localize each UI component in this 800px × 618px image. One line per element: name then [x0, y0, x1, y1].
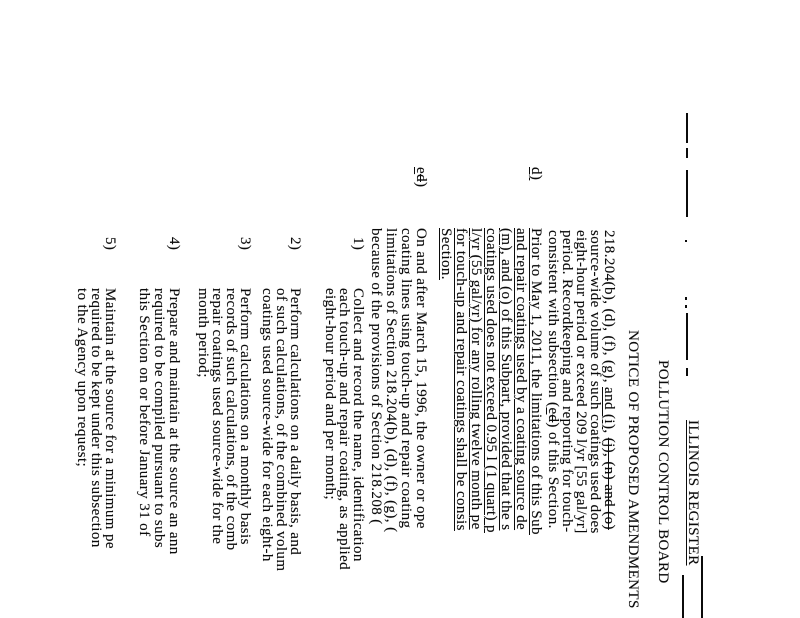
text-line [102, 237, 117, 250]
text-segment: POLLUTION CONTROL BOARD [655, 360, 671, 584]
text-segment: because of the provisions of Section 218.208 ( [368, 228, 384, 525]
text-line [151, 288, 166, 548]
text-segment: of such calculations, of the combined volum [273, 288, 289, 572]
inserted-text: for touch-up and repair coatings shall be consis [453, 228, 469, 531]
text-line [102, 288, 117, 549]
rule-line [686, 148, 688, 158]
inserted-text: e [545, 407, 561, 415]
text-segment: 1) [350, 237, 366, 251]
text-line [223, 288, 238, 551]
text-line [528, 167, 543, 180]
text-line [209, 288, 224, 544]
deleted-text: d [545, 414, 561, 423]
text-line [601, 230, 616, 530]
text-segment: ) [413, 181, 429, 188]
inserted-text: Prior to May 1, 2011, the limitations of this Sub [528, 228, 544, 535]
inserted-text: (m), and (o) of this Subpart, provided that the s [498, 228, 514, 531]
text-segment: Prepare and maintain at the source an ann [166, 288, 182, 555]
text-segment: eight-hour period or exceed 209 l/yr [55 gal/yr] [573, 230, 589, 534]
text-segment: repair coatings used source-wide for the [209, 288, 225, 545]
text-segment: required to be compiled pursuant to subs [151, 288, 167, 549]
text-line [136, 288, 151, 536]
text-segment: consistent with subsection ( [545, 230, 561, 408]
inserted-text: Section. [438, 228, 454, 280]
text-segment: , [601, 429, 617, 438]
text-line [350, 288, 365, 562]
inserted-text: l/yr (55 gal/yr) for any rolling twelve month pe [468, 228, 484, 530]
text-line [438, 228, 453, 280]
text-line [88, 288, 103, 548]
text-line [483, 228, 498, 533]
text-line [166, 237, 181, 250]
inserted-text: and (i) [601, 387, 617, 430]
text-segment: Collect and record the name, identification [350, 288, 366, 562]
text-segment: NOTICE OF PROPOSED AMENDMENTS [625, 330, 641, 609]
text-line [368, 228, 383, 525]
rule-line [685, 240, 687, 242]
rule-line [701, 556, 703, 618]
text-line [166, 288, 181, 555]
text-segment: 3) [237, 237, 253, 251]
text-segment: coating lines using touch-up and repair coating [398, 228, 414, 529]
text-line [573, 230, 588, 534]
rule-line [686, 368, 688, 376]
text-segment: 5) [102, 237, 118, 251]
text-line [453, 228, 468, 531]
text-line [74, 288, 89, 467]
text-segment: month period; [195, 288, 211, 378]
text-line [237, 288, 252, 545]
text-line [350, 237, 365, 250]
text-line [259, 288, 274, 562]
text-segment: records of such calculations, of the comb [223, 288, 239, 551]
text-segment: period. Recordkeeping and reporting for touch- [559, 230, 575, 533]
text-line [336, 288, 351, 570]
rule-line [686, 113, 688, 143]
text-segment: source-wide volume of such coatings used does [587, 230, 603, 534]
text-line [528, 228, 543, 535]
text-segment: Perform calculations on a monthly basis [237, 288, 253, 545]
text-line [383, 228, 398, 533]
text-segment: limitations of Section 218.204(b), (d), (f), (g), ( [383, 228, 399, 533]
text-segment: On and after March 15, 1996, the owner or ope [413, 228, 429, 529]
inserted-text: and repair coatings used by a coating source de [513, 228, 529, 531]
text-line [685, 420, 700, 566]
text-segment: 218.204(b), (d), (f), (g), [601, 230, 617, 388]
rule-line [686, 170, 688, 217]
text-segment: each touch-up and repair coating, as applied [336, 288, 352, 571]
rule-line [686, 313, 688, 360]
rule-line [685, 297, 687, 300]
text-line [513, 228, 528, 530]
text-segment: this Section on or before January 31 of [136, 288, 152, 537]
text-line [322, 288, 337, 500]
text-segment: coatings used source-wide for each eight-h [259, 288, 275, 562]
text-line [655, 360, 670, 584]
text-line [398, 228, 413, 528]
text-segment: required to be kept under this subsection [88, 288, 104, 548]
text-line [498, 228, 513, 530]
rule-line [682, 575, 684, 618]
text-line [287, 237, 302, 250]
text-line [287, 288, 302, 555]
inserted-text: e [413, 167, 429, 175]
text-line [195, 288, 210, 378]
text-segment: to the Agency upon request; [74, 288, 90, 468]
deleted-text: d [413, 174, 429, 182]
text-line [413, 167, 428, 187]
text-segment: 4) [166, 237, 182, 251]
text-line [468, 228, 483, 530]
inserted-text: d) [528, 167, 544, 181]
text-line [273, 288, 288, 571]
text-line [237, 237, 252, 250]
text-segment: 2) [287, 237, 303, 251]
text-line [545, 230, 560, 529]
text-segment: ) of this Section. [545, 422, 561, 529]
text-line [413, 228, 428, 529]
rule-line [685, 305, 687, 308]
inserted-text: ILLINOIS REGISTER [685, 420, 701, 566]
inserted-text: coatings used does not exceed 0.95 l (1 quart) p [483, 228, 499, 533]
deleted-text: (j), (n) and (o) [601, 437, 617, 530]
text-segment: Maintain at the source for a minimum pe [102, 288, 118, 549]
text-line [559, 230, 574, 532]
text-segment: Perform calculations on a daily basis, and [287, 288, 303, 556]
text-line [625, 330, 640, 609]
text-line [587, 230, 602, 534]
text-segment: eight-hour period and per month; [322, 288, 338, 500]
